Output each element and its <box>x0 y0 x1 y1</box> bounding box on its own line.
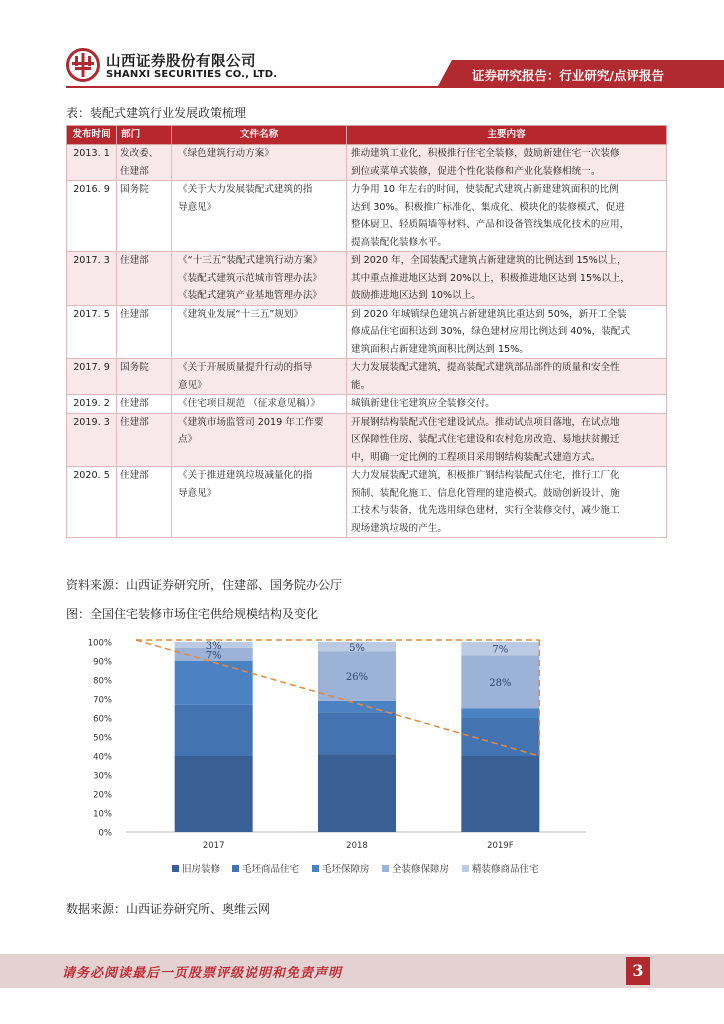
bar-segment <box>175 661 253 705</box>
stacked-bar-chart <box>66 626 666 888</box>
row-date: 2017. 5 <box>67 305 117 359</box>
table-row <box>67 395 667 414</box>
row-date: 2019. 2 <box>67 395 117 414</box>
bar-segment <box>461 756 539 832</box>
row-date: 2013. 1 <box>67 145 117 181</box>
row-content: 到 2020 年城镇绿色建筑占新建建筑比重达到 50%，新开工全装 修成品住宅面积达到 30%，绿色建材应用比例达到 40%，装配式 建筑面积占新建建筑面积比例达到 15%。 <box>347 305 667 359</box>
column-header-date: 发布时间 <box>67 126 117 145</box>
row-dept: 住建部 <box>117 467 172 538</box>
table-row <box>67 252 667 306</box>
legend-swatch <box>312 865 319 872</box>
legend-swatch <box>232 865 239 872</box>
table-row <box>67 305 667 359</box>
policy-table <box>66 125 667 538</box>
row-doc: 《关于推进建筑垃圾减量化的指 导意见》 <box>172 467 347 538</box>
bar-segment <box>175 705 253 756</box>
y-tick-label: 10% <box>93 809 112 820</box>
row-dept: 国务院 <box>117 181 172 252</box>
row-content: 开展钢结构装配式住宅建设试点。推动试点项目落地，在试点地 区保障性住房、装配式住宅建设和农村危房改造、易地扶贫搬迁 中，明确一定比例的工程项目采用钢结构装配式建造方式。 <box>347 413 667 467</box>
row-content: 推动建筑工业化，积极推行住宅全装修，鼓励新建住宅一次装修 到位或菜单式装修，促进个性化装修和产业化装修相统一。 <box>347 145 667 181</box>
row-doc: 《绿色建筑行动方案》 <box>172 145 347 181</box>
legend-swatch <box>382 865 389 872</box>
company-name-en: SHANXI SECURITIES CO., LTD. <box>106 69 278 80</box>
y-tick-label: 30% <box>93 771 112 782</box>
legend-swatch <box>462 865 469 872</box>
chart-canvas <box>66 626 666 888</box>
row-content: 城镇新建住宅建筑应全装修交付。 <box>347 395 667 414</box>
column-header-dept: 部门 <box>117 126 172 145</box>
row-doc: 《建筑市场监管司 2019 年工作要 点》 <box>172 413 347 467</box>
y-tick-label: 20% <box>93 790 112 801</box>
data-label: 7% <box>205 650 222 662</box>
table-row <box>67 359 667 395</box>
y-tick-label: 70% <box>93 695 112 706</box>
company-name-cn: 山西证券股份有限公司 <box>106 54 256 70</box>
column-header-content: 主要内容 <box>347 126 667 145</box>
x-tick-label: 2017 <box>202 841 225 851</box>
row-content: 力争用 10 年左右的时间，使装配式建筑占新建建筑面积的比例 达到 30%。积极推广标准化、集成化、模块化的装修模式，促进 整体厨卫、轻质隔墙等材料、产品和设备管线集成化技术的应用， 提高装配化装修水平。 <box>347 181 667 252</box>
row-doc: 《关于大力发展装配式建筑的指 导意见》 <box>172 181 347 252</box>
row-date: 2017. 3 <box>67 252 117 306</box>
row-doc: 《“十三五”装配式建筑行动方案》 《装配式建筑示范城市管理办法》 《装配式建筑产业基地管理办法》 <box>172 252 347 306</box>
footer-disclaimer: 请务必阅读最后一页股票评级说明和免责声明 <box>62 966 343 981</box>
page-number: 3 <box>626 957 650 985</box>
row-dept: 住建部 <box>117 305 172 359</box>
bar-segment <box>318 701 396 712</box>
y-tick-label: 50% <box>93 733 112 744</box>
bar-segment <box>461 709 539 719</box>
data-label: 5% <box>349 642 365 654</box>
table-row <box>67 413 667 467</box>
row-dept: 住建部 <box>117 252 172 306</box>
row-dept: 住建部 <box>117 395 172 414</box>
company-logo-icon <box>66 48 100 82</box>
x-tick-label: 2018 <box>346 841 368 851</box>
row-dept: 住建部 <box>117 413 172 467</box>
data-label: 7% <box>492 644 509 656</box>
y-tick-label: 100% <box>87 638 112 649</box>
chart-source: 数据来源：山西证券研究所、奥维云网 <box>66 902 271 916</box>
row-dept: 国务院 <box>117 359 172 395</box>
legend-swatch <box>172 865 179 872</box>
y-tick-label: 0% <box>98 828 112 839</box>
table-source: 资料来源：山西证券研究所，住建部、国务院办公厅 <box>66 578 343 592</box>
y-tick-label: 80% <box>93 676 112 687</box>
legend-label: 毛坯商品住宅 <box>242 864 300 875</box>
legend-label: 精装修商品住宅 <box>472 864 539 875</box>
row-date: 2016. 9 <box>67 181 117 252</box>
bar-segment <box>318 712 396 754</box>
data-label: 3% <box>205 640 222 652</box>
data-label: 28% <box>489 677 512 689</box>
row-date: 2020. 5 <box>67 467 117 538</box>
legend-label: 旧房装修 <box>182 864 221 875</box>
row-dept: 发改委、 住建部 <box>117 145 172 181</box>
row-content: 大力发展装配式建筑，积极推广钢结构装配式住宅，推行工厂化 预制、装配化施工、信息化管理的建造模式。鼓励创新设计、施 工技术与装备，优先选用绿色建材，实行全装修交付，减少施工 现场建筑垃圾的产生。 <box>347 467 667 538</box>
chart-title: 图：全国住宅装修市场住宅供给规模结构及变化 <box>66 607 319 621</box>
bar-segment <box>175 756 253 832</box>
row-content: 到 2020 年，全国装配式建筑占新建建筑的比例达到 15%以上， 其中重点推进地区达到 20%以上，积极推进地区达到 15%以上， 鼓励推进地区达到 10%以上。 <box>347 252 667 306</box>
row-doc: 《建筑业发展“十三五”规划》 <box>172 305 347 359</box>
row-date: 2017. 9 <box>67 359 117 395</box>
y-tick-label: 40% <box>93 752 112 763</box>
y-tick-label: 60% <box>93 714 112 725</box>
header-divider <box>66 86 724 88</box>
table-title: 表：装配式建筑行业发展政策梳理 <box>66 106 247 120</box>
row-date: 2019. 3 <box>67 413 117 467</box>
table-row <box>67 467 667 538</box>
legend-label: 毛坯保障房 <box>322 864 370 875</box>
row-content: 大力发展装配式建筑，提高装配式建筑部品部件的质量和安全性 能。 <box>347 359 667 395</box>
column-header-doc: 文件名称 <box>172 126 347 145</box>
table-header-row <box>67 126 667 145</box>
x-tick-label: 2019F <box>487 841 514 851</box>
row-doc: 《关于开展质量提升行动的指导 意见》 <box>172 359 347 395</box>
row-doc: 《住宅项目规范 （征求意见稿）》 <box>172 395 347 414</box>
page-header <box>0 0 724 96</box>
report-type-label: 证券研究报告：行业研究/点评报告 <box>471 68 664 83</box>
data-label: 26% <box>345 672 369 684</box>
bar-segment <box>318 754 396 832</box>
legend-label: 全装修保障房 <box>392 864 450 875</box>
y-tick-label: 90% <box>93 657 112 668</box>
table-row <box>67 145 667 181</box>
table-row <box>67 181 667 252</box>
